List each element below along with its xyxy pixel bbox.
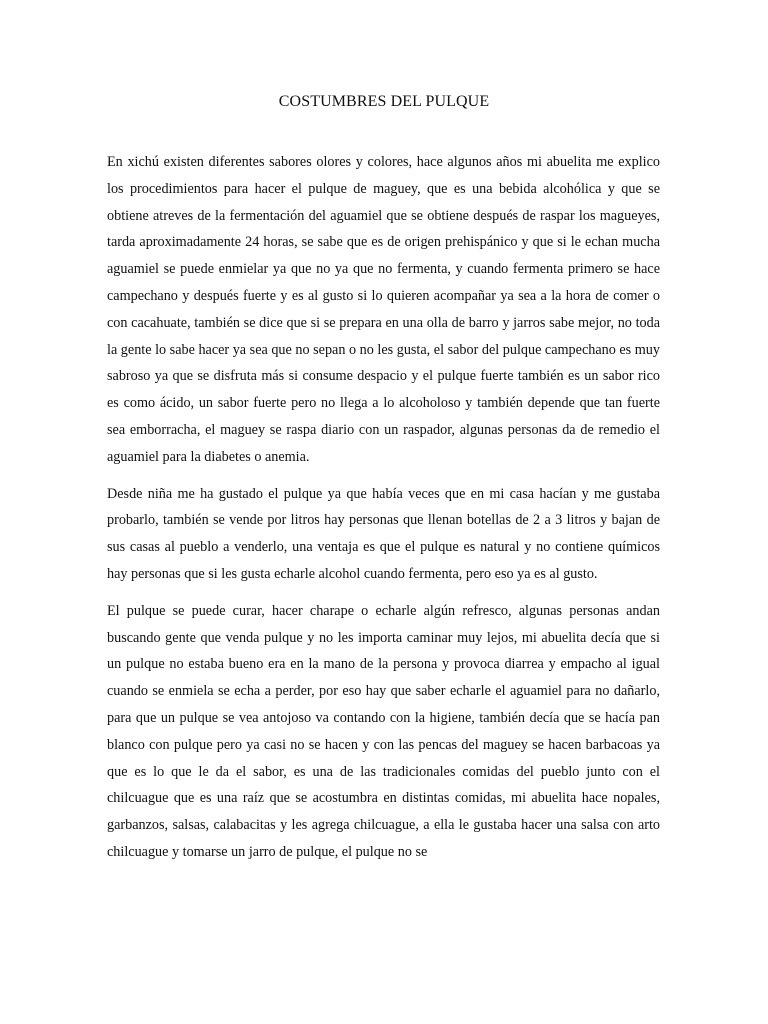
document-title: COSTUMBRES DEL PULQUE — [278, 93, 490, 110]
paragraph-2: Desde niña me ha gustado el pulque ya que había veces que en mi casa hacían y me gustaba probarlo, también se vende por litros hay personas que llenan botellas de 2 a 3 litros y bajan de sus casas al pueblo a venderlo, una ventaja es que el pulque es natural y no contiene químicos hay personas que si les gusta echarle alcohol cuando fermenta, pero eso ya es al gusto. — [107, 485, 660, 582]
document-body — [107, 149, 660, 876]
paragraph-1: En xichú existen diferentes sabores olores y colores, hace algunos años mi abuelita me explico los procedimientos para hacer el pulque de maguey, que es una bebida alcohólica y que se obtiene atreves de la fermentación del aguamiel que se obtiene después de raspar los magueyes, tarda aproximadamente 24 horas, se sabe que es de origen prehispánico y que si le echan mucha aguamiel se puede enmielar ya que no ya que no fermenta, y cuando fermenta primero se hace campechano y después fuerte y es al gusto si lo quieren acompañar ya sea a la hora de comer o con cacahuate, también se dice que si se prepara en una olla de barro y jarros sabe mejor, no toda la gente lo sabe hacer ya sea que no sepan o no les gusta, el sabor del pulque campechano es muy sabroso ya que se disfruta más si consume despacio y el pulque fuerte también es un sabor rico es como ácido, un sabor fuerte pero no llega a lo alcoholoso y también depende que tan fuerte sea emborracha, el maguey se raspa diario con un raspador, algunas personas da de remedio el aguamiel para la diabetes o anemia. — [107, 154, 660, 465]
paragraph-3: El pulque se puede curar, hacer charape o echarle algún refresco, algunas personas andan buscando gente que venda pulque y no les importa caminar muy lejos, mi abuelita decía que si un pulque no estaba bueno era en la mano de la persona y provoca diarrea y empacho al igual cuando se enmiela se echa a perder, por eso hay que saber echarle el aguamiel para no dañarlo, para que un pulque se vea antojoso va contando con la higiene, también decía que se hacía pan blanco con pulque pero ya casi no se hacen y con las pencas del maguey se hacen barbacoas ya que es lo que le da el sabor, es una de las tradicionales comidas del pueblo junto con el chilcuague que es una raíz que se acostumbra en distintas comidas, mi abuelita hace nopales, garbanzos, salsas, calabacitas y les agrega chilcuague, a ella le gustaba hacer una salsa con arto chilcuague y tomarse un jarro de pulque, el pulque no se — [107, 602, 660, 860]
